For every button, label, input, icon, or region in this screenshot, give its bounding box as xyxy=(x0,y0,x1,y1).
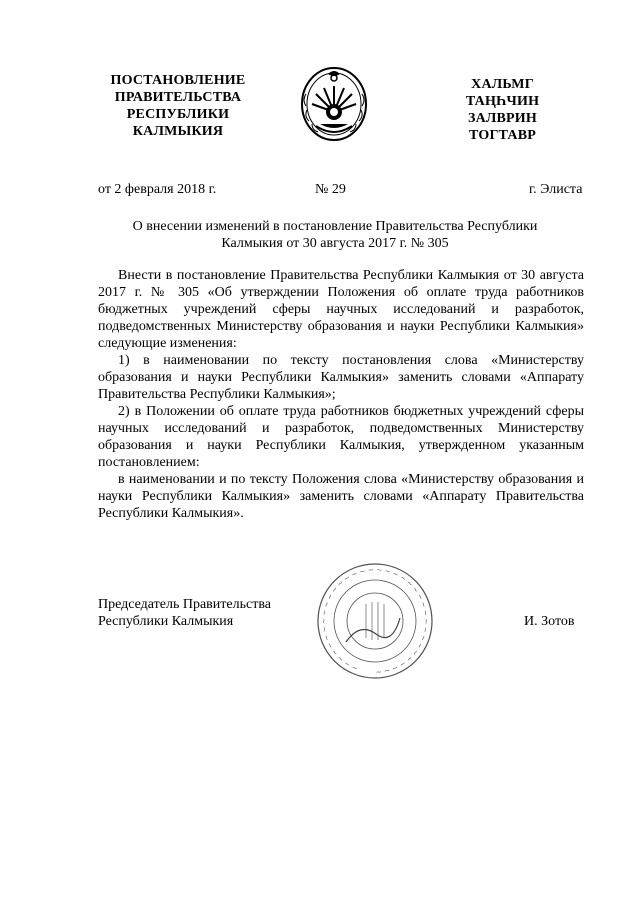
position-line: Республики Калмыкия xyxy=(98,614,234,629)
body-paragraph: Внести в постановление Правительства Республики Калмыкия от 30 августа 2017 г. № 305 «Об утверждении Положения об оплате труда работников бюджетных учреждений сферы научных исследований и разработок, подведомственных Министерству образования и науки Республики Калмыкия» следующие изменения: xyxy=(98,268,584,351)
svg-text:~ ~ ~ ~ ~ ~ ~ ~ ~ ~ ~ ~ ~ ~ ~: ~ ~ ~ ~ ~ ~ ~ ~ ~ ~ ~ ~ ~ ~ ~ ~ ~ ~ ~ ~ ~ ~ ~ ~ ~ ~ ~ ~ ~ ~ ~ ~ ~ ~ ~ ~ xyxy=(319,565,431,677)
signatory-position xyxy=(98,596,271,630)
org-name-russian xyxy=(98,72,258,140)
org-line: КАЛМЫКИЯ xyxy=(132,124,224,139)
position-line: Председатель Правительства xyxy=(98,597,271,612)
document-city: г. Элиста xyxy=(529,182,583,197)
org-line: ПРАВИТЕЛЬСТВА xyxy=(114,90,242,105)
kalmykia-emblem-icon xyxy=(298,64,370,144)
title-line: О внесении изменений в постановление Правительства Республики xyxy=(132,219,538,234)
signatory-name: И. Зотов xyxy=(524,614,575,629)
document-date: от 2 февраля 2018 г. xyxy=(98,182,217,197)
org-line: ТОГТАВР xyxy=(469,128,536,143)
title-line: Калмыкия от 30 августа 2017 г. № 305 xyxy=(221,236,449,251)
org-line: ТАҢҺЧИН xyxy=(465,94,540,109)
document-body xyxy=(98,267,584,522)
body-paragraph: 2) в Положении об оплате труда работников бюджетных учреждений сферы научных исследований и разработок, подведомственных Министерству образования и науки Республики Калмыкия, утвержденном указанным постановлением: xyxy=(98,404,584,470)
body-paragraph: в наименовании и по тексту Положения слова «Министерству образования и науки Республики Калмыкия» заменить словами «Аппарату Правительства Республики Калмыкия». xyxy=(98,472,584,521)
body-paragraph: 1) в наименовании по тексту постановления слова «Министерству образования и науки Республики Калмыкия» заменить словами «Аппарату Правительства Республики Калмыкия»; xyxy=(98,353,584,402)
document-number: № 29 xyxy=(315,182,346,197)
org-name-kalmyk xyxy=(440,76,565,144)
official-seal-icon xyxy=(316,562,434,680)
org-line: РЕСПУБЛИКИ xyxy=(126,107,230,122)
document-title xyxy=(110,218,560,252)
org-line: ЗАЛВРИН xyxy=(467,111,537,126)
org-line: ХАЛЬМГ xyxy=(471,77,534,92)
org-line: ПОСТАНОВЛЕНИЕ xyxy=(110,73,246,88)
